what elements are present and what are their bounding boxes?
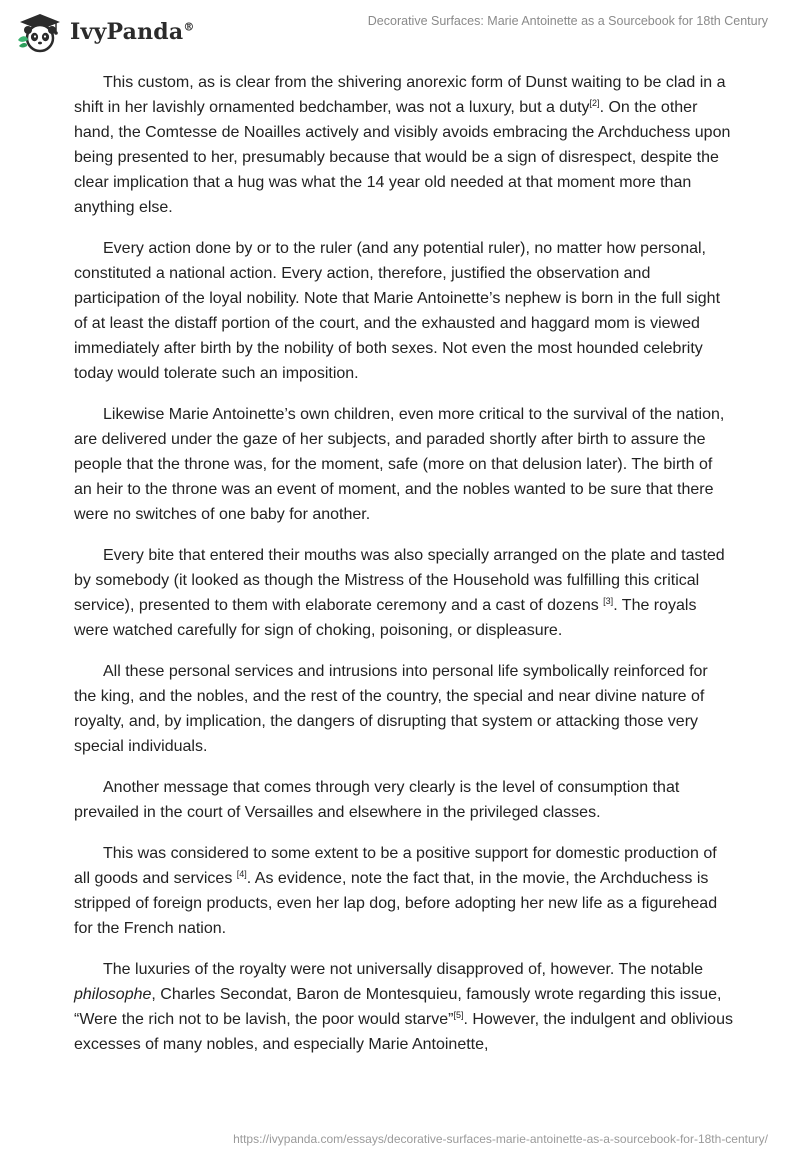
source-url[interactable]: https://ivypanda.com/essays/decorative-surfaces-marie-antoinette-as-a-sourcebook-for-18th-century/ xyxy=(233,1132,768,1146)
paragraph-2: Every action done by or to the ruler (and any potential ruler), no matter how personal, constituted a national action. Every action, therefore, justified the observation and participation of the loyal nobility. Note that Marie Antoinette’s nephew is born in the full sight of at least the distaff portion of the court, and the exhausted and haggard mom is viewed immediately after birth by the nobility of both sexes. Not even the most hounded celebrity today would tolerate such an imposition. xyxy=(74,240,721,382)
logo-text: IvyPanda® xyxy=(70,19,195,45)
page-header xyxy=(0,0,800,60)
emphasis-philosophe: philosophe xyxy=(74,986,152,1003)
paragraph-1: This custom, as is clear from the shivering anorexic form of Dunst waiting to be clad in a shift in her lavishly ornamented bedchamber, was not a luxury, but a duty[2]. On the other hand, the Comtesse de Noailles actively and visibly avoids embracing the Archduchess upon being presented to her, presumably because that would be a sign of disrespect, despite the clear implication that a hug was what the 14 year old needed at that moment more than anything else. xyxy=(74,74,731,216)
footnote-ref-5[interactable]: [5] xyxy=(453,1010,464,1020)
paragraph-8: The luxuries of the royalty were not universally disapproved of, however. The notable philosophe, Charles Secondat, Baron de Montesquieu, famously wrote regarding this issue, “Were the rich not to be lavish, the poor would starve”[5]. However, the indulgent and oblivious excesses of many nobles, and especially Marie Antoinette, xyxy=(74,961,733,1053)
paragraph-4: Every bite that entered their mouths was also specially arranged on the plate and tasted by somebody (it looked as though the Mistress of the Household was fulfilling this critical service), presented to them with elaborate ceremony and a cast of dozens [3]. The royals were watched carefully for sign of choking, poisoning, or displeasure. xyxy=(74,547,725,639)
panda-graduate-icon xyxy=(14,10,66,54)
footnote-ref-4[interactable]: [4] xyxy=(236,869,247,879)
footnote-ref-3[interactable]: [3] xyxy=(603,596,614,606)
ivypanda-logo[interactable] xyxy=(14,10,195,54)
paragraph-3: Likewise Marie Antoinette’s own children, even more critical to the survival of the nation, are delivered under the gaze of her subjects, and paraded shortly after birth to assure the people that the throne was, for the moment, safe (more on that delusion later). The birth of an heir to the throne was an event of moment, and the nobles wanted to be sure that there were no switches of one baby for another. xyxy=(74,406,725,523)
paragraph-7: This was considered to some extent to be a positive support for domestic production of all goods and services [4]. As evidence, note the fact that, in the movie, the Archduchess is stripped of foreign products, even her lap dog, before adopting her new life as a figurehead for the French nation. xyxy=(74,845,718,937)
paragraph-6: Another message that comes through very clearly is the level of consumption that prevailed in the court of Versailles and elsewhere in the privileged classes. xyxy=(74,779,680,821)
document-title: Decorative Surfaces: Marie Antoinette as a Sourcebook for 18th Century xyxy=(367,14,768,28)
essay-body xyxy=(74,70,734,1073)
paragraph-5: All these personal services and intrusions into personal life symbolically reinforced for the king, and the nobles, and the rest of the country, the special and near divine nature of royalty, and, by implication, the dangers of disrupting that system or attacking those very special individuals. xyxy=(74,663,708,755)
footnote-ref-2[interactable]: [2] xyxy=(589,98,600,108)
